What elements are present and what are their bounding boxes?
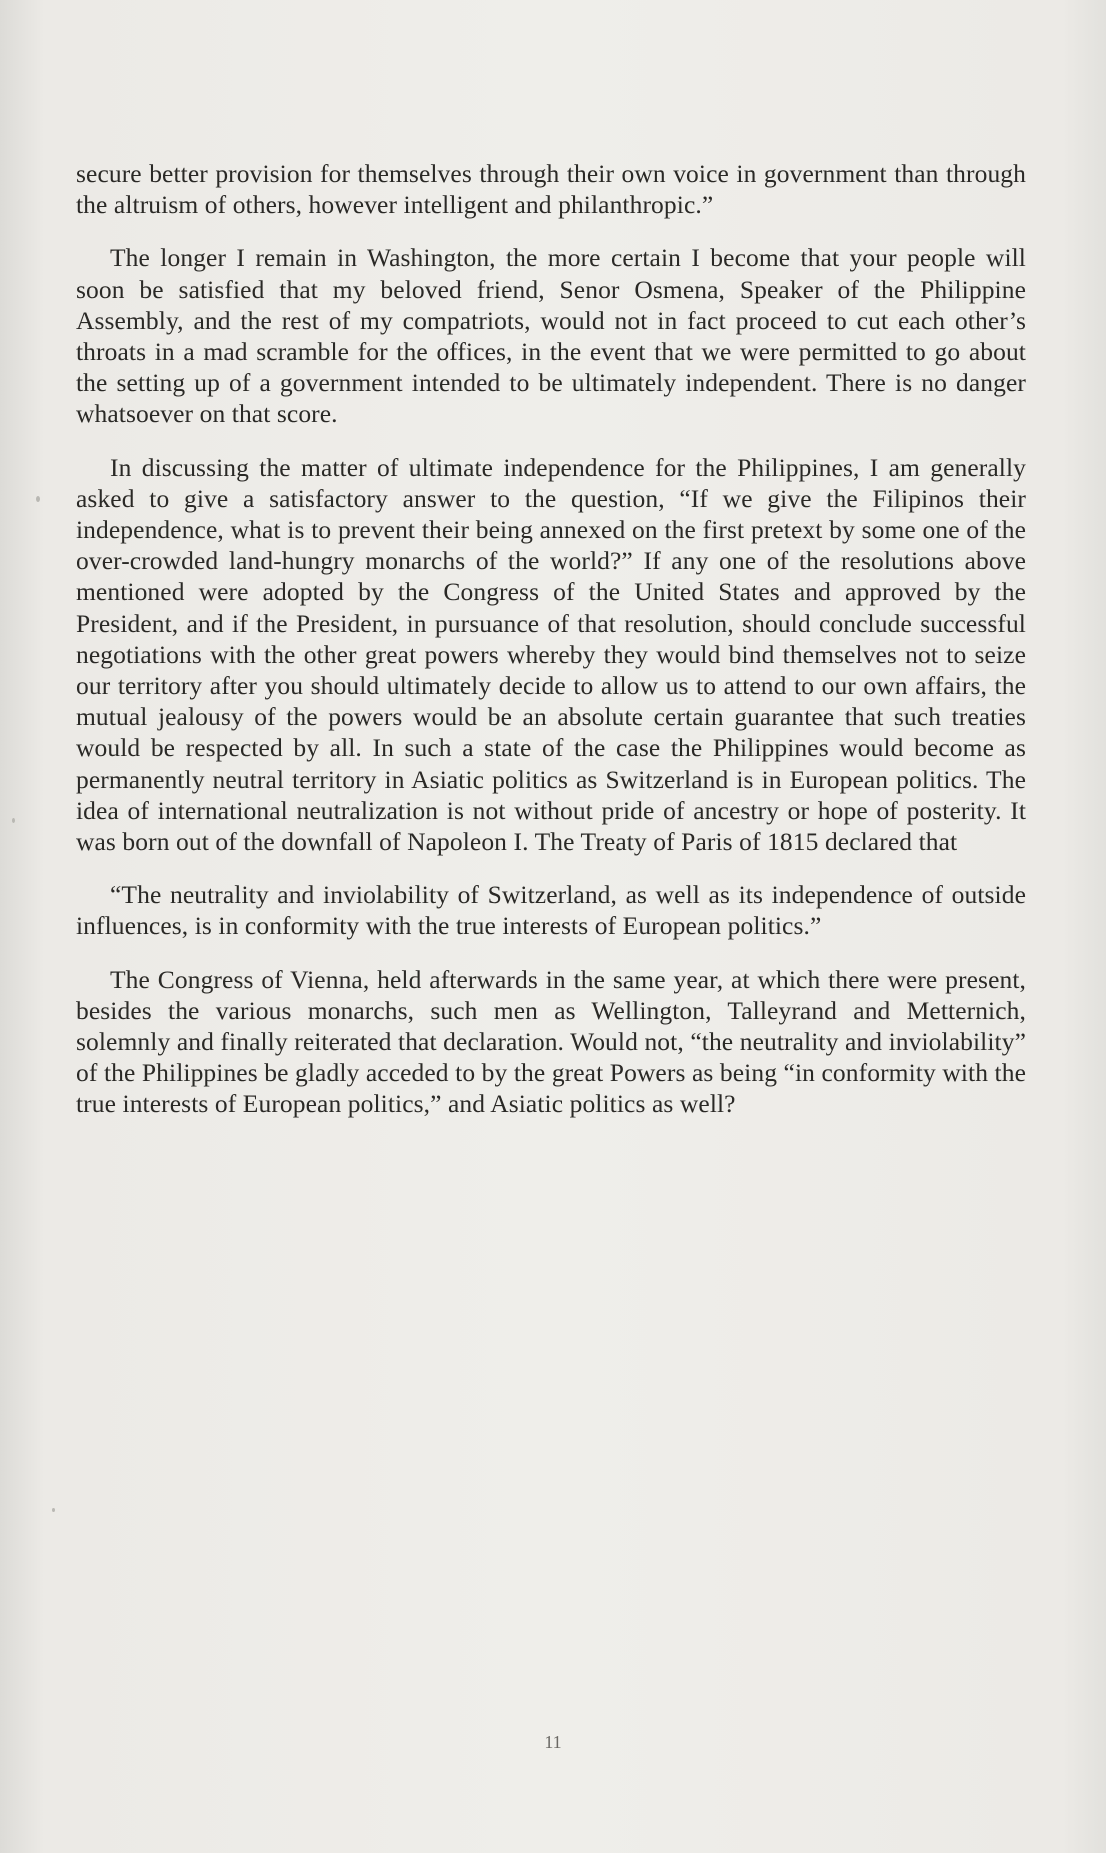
paragraph-2: The longer I remain in Washington, the more certain I become that your people will soon be satisfied that my beloved friend, Senor Osmena, Speaker of the Philippine Assembly, and the rest of my compatriots, would not in fact proceed to cut each other’s throats in a mad scramble for the offices, in the event that we were permitted to go about the setting up of a government intended to be ultimately independent. There is no danger whatsoever on that score. <box>76 243 1026 429</box>
scan-speck <box>52 1508 55 1512</box>
paragraph-5: The Congress of Vienna, held afterwards in the same year, at which there were present, besides the various monarchs, such men as Wellington, Talleyrand and Metternich, solemnly and finally reiterated that declaration. Would not, “the neutrality and inviolability” of the Philippines be gladly acceded to by the great Powers as being “in conformity with the true interests of European politics,” and Asiatic politics as well? <box>76 964 1026 1119</box>
page-number: 11 <box>544 1732 562 1752</box>
scan-speck <box>36 496 40 502</box>
body-text <box>76 158 1026 1142</box>
paragraph-1: secure better provision for themselves through their own voice in government than through the altruism of others, however intelligent and philanthropic.” <box>76 159 1026 220</box>
paragraph-3: In discussing the matter of ultimate independence for the Philippines, I am generally asked to give a satisfactory answer to the question, “If we give the Filipinos their independence, what is to prevent their being annexed on the first pretext by some one of the over-crowded land-hungry monarchs of the world?” If any one of the resolutions above mentioned were adopted by the Congress of the United States and approved by the President, and if the President, in pursuance of that resolution, should conclude successful negotiations with the other great powers whereby they would bind themselves not to seize our territory after you should ultimately decide to allow us to attend to our own affairs, the mutual jealousy of the powers would be an absolute certain guarantee that such treaties would be respected by all. In such a state of the case the Philippines would become as permanently neutral territory in Asiatic politics as Switzerland is in European politics. The idea of international neutralization is not without pride of ancestry or hope of posterity. It was born out of the downfall of Napoleon I. The Treaty of Paris of 1815 declared that <box>76 452 1026 857</box>
scan-speck <box>12 818 15 823</box>
quotation: “The neutrality and inviolability of Switzerland, as well as its independence of outside influences, is in conformity with the true interests of European politics.” <box>76 880 1026 941</box>
